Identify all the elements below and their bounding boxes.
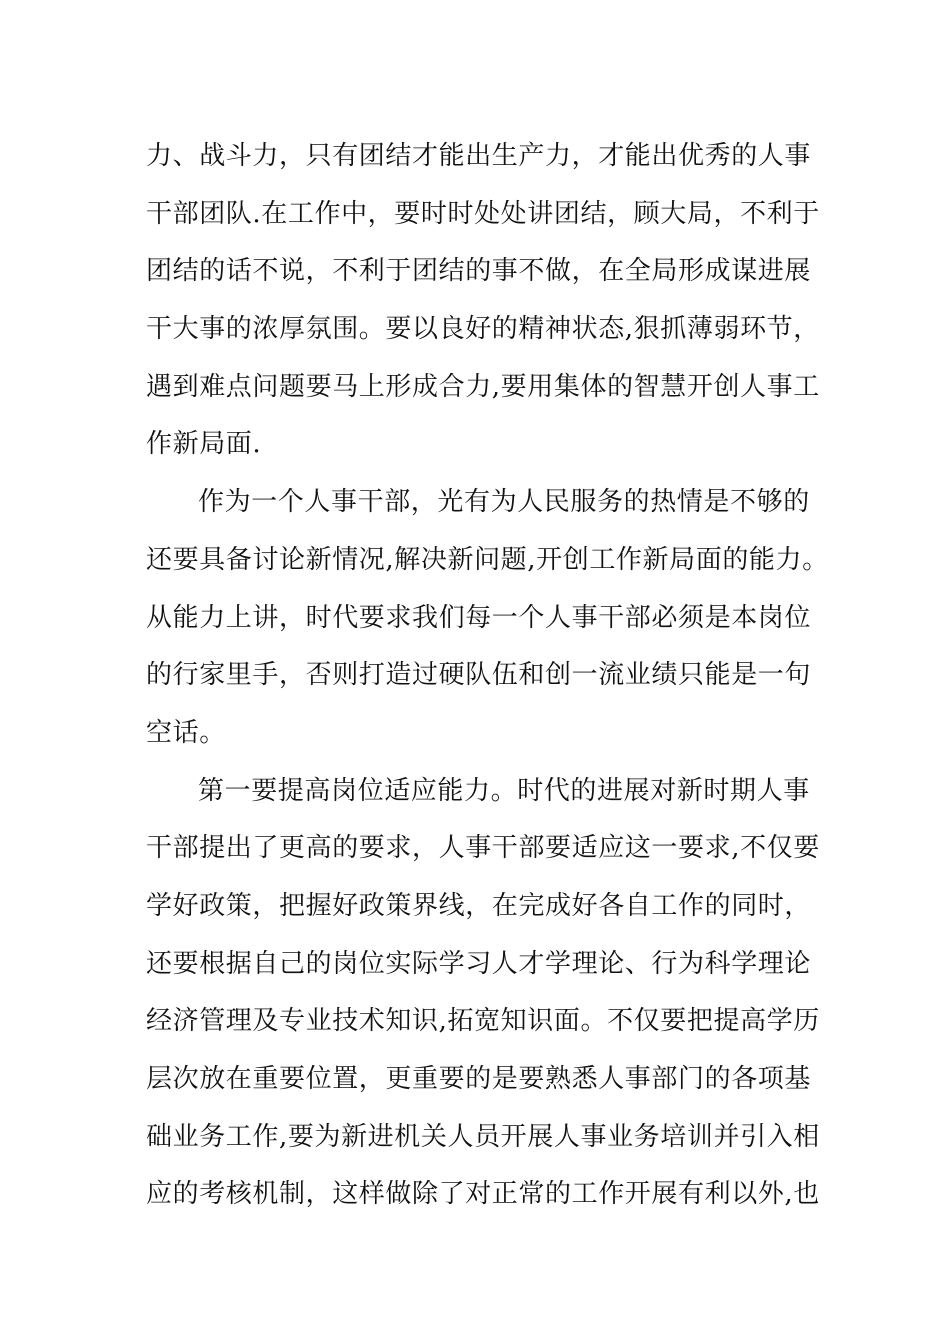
text-line: 干大事的浓厚氛围。要以良好的精神状态,狠抓薄弱环节， — [146, 314, 820, 345]
text-line: 遇到难点问题要马上形成合力,要用集体的智慧开创人事工 — [146, 371, 820, 402]
text-line: 干部团队.在工作中，要时时处处讲团结，顾大局，不利于 — [146, 198, 820, 229]
text-line: 经济管理及专业技术知识,拓宽知识面。不仅要把提高学历 — [146, 1006, 820, 1037]
text-line: 作新局面. — [146, 429, 262, 460]
text-line: 还要具备讨论新情况,解决新问题,开创工作新局面的能力。 — [146, 544, 829, 575]
text-line: 团结的话不说，不利于团结的事不做，在全局形成谋进展 — [146, 256, 812, 287]
text-line: 学好政策，把握好政策界线，在完成好各自工作的同时， — [146, 890, 812, 921]
text-line: 作为一个人事干部，光有为人民服务的热情是不够的 — [198, 487, 810, 518]
text-line: 从能力上讲，时代要求我们每一个人事干部必须是本岗位 — [146, 602, 812, 633]
text-line: 空话。 — [146, 717, 226, 748]
text-line: 础业务工作,要为新进机关人员开展人事业务培训并引入相 — [146, 1121, 820, 1152]
text-line: 力、战斗力，只有团结才能出生产力，才能出优秀的人事 — [146, 141, 812, 171]
document-body — [146, 128, 846, 1224]
text-line: 第一要提高岗位适应能力。时代的进展对新时期人事 — [198, 775, 810, 806]
text-line: 应的考核机制，这样做除了对正常的工作开展有利以外,也 — [146, 1179, 820, 1210]
text-line: 还要根据自己的岗位实际学习人才学理论、行为科学理论 — [146, 948, 812, 979]
text-line: 干部提出了更高的要求，人事干部要适应这一要求,不仅要 — [146, 833, 820, 864]
text-line: 的行家里手，否则打造过硬队伍和创一流业绩只能是一句 — [146, 660, 812, 691]
text-line: 层次放在重要位置，更重要的是要熟悉人事部门的各项基 — [146, 1064, 812, 1094]
